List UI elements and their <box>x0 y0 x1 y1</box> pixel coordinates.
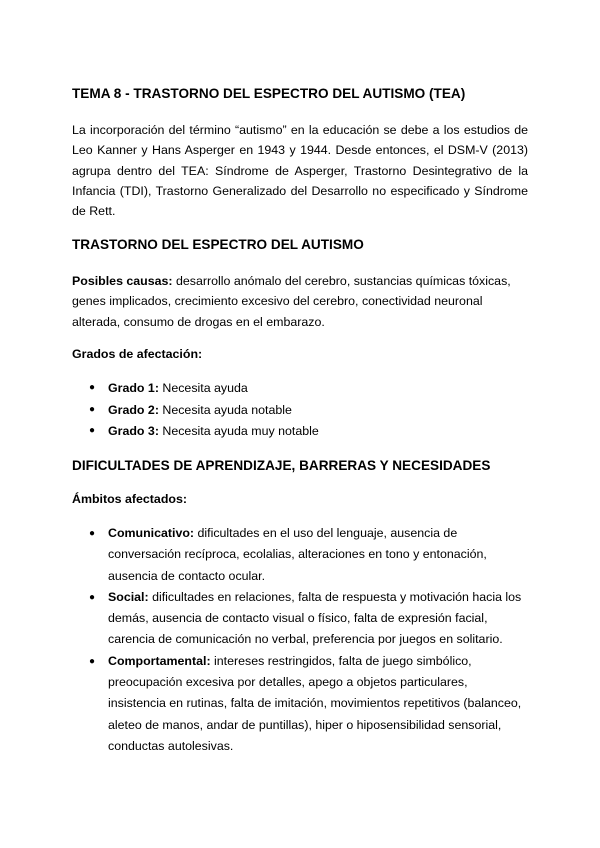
causes-label: Posibles causas: <box>72 274 173 288</box>
ambito-text: dificultades en el uso del lenguaje, ausencia de conversación recíproca, ecolalias, alteraciones en tono y entonación, ausencia de contacto ocular. <box>108 526 487 583</box>
list-item <box>72 587 528 651</box>
ambito-text: dificultades en relaciones, falta de respuesta y motivación hacia los demás, ausencia de contacto visual o físico, falta de expresión facial, carencia de comunicación no verbal, preferencia por juegos en solitario. <box>108 589 522 647</box>
causes-paragraph <box>72 271 528 332</box>
grado-text: Necesita ayuda muy notable <box>158 424 319 438</box>
bullet-icon: ● <box>89 655 96 667</box>
grado-text: Necesita ayuda <box>158 381 248 395</box>
grado-label: Grado 3: <box>108 424 159 438</box>
list-item <box>72 651 528 757</box>
list-item <box>72 378 528 400</box>
list-item <box>72 421 528 443</box>
bullet-icon: ● <box>89 528 96 539</box>
bullet-icon: ● <box>89 425 96 436</box>
section-heading-tea: TRASTORNO DEL ESPECTRO DEL AUTISMO <box>72 237 364 252</box>
causes-text: desarrollo anómalo del cerebro, sustancias químicas tóxicas, genes implicados, crecimiento excesivo del cerebro, conectividad neuronal alterada, consumo de drogas en el embarazo. <box>72 274 511 329</box>
list-item <box>72 523 528 587</box>
bullet-icon: ● <box>89 591 96 603</box>
ambitos-title: Ámbitos afectados: <box>72 492 187 506</box>
grado-label: Grado 1: <box>108 381 159 395</box>
section-heading-dificultades: DIFICULTADES DE APRENDIZAJE, BARRERAS Y NECESIDADES <box>72 458 491 473</box>
list-item <box>72 400 528 422</box>
grados-title: Grados de afectación: <box>72 347 203 361</box>
grado-label: Grado 2: <box>108 402 159 417</box>
bullet-icon: ● <box>89 403 96 415</box>
bullet-icon: ● <box>89 382 96 393</box>
ambito-text: intereses restringidos, falta de juego simbólico, preocupación excesiva por detalles, apego a objetos particulares, insistencia en rutinas, falta de imitación, movimientos repetitivos (balanceo, aleteo de manos, andar de puntillas), hiper o hiposensibilidad sensorial, conductas autolesivas. <box>108 653 522 753</box>
ambito-label: Comunicativo: <box>108 526 195 540</box>
intro-paragraph: La incorporación del término “autismo” en la educación se debe a los estudios de Leo Kanner y Hans Asperger en 1943 y 1944. Desde entonces, el DSM-V (2013) agrupa dentro del TEA: Síndrome de Asperger, Trastorno Desintegrativo de la Infancia (TDI), Trastorno Generalizado del Desarrollo no especificado y Síndrome de Rett. <box>72 123 528 219</box>
ambito-label: Social: <box>108 589 149 604</box>
ambitos-list <box>72 523 528 757</box>
page-title: TEMA 8 - TRASTORNO DEL ESPECTRO DEL AUTISMO (TEA) <box>72 86 466 101</box>
grado-text: Necesita ayuda notable <box>158 402 292 417</box>
ambito-label: Comportamental: <box>108 653 211 668</box>
grados-list <box>72 378 528 443</box>
